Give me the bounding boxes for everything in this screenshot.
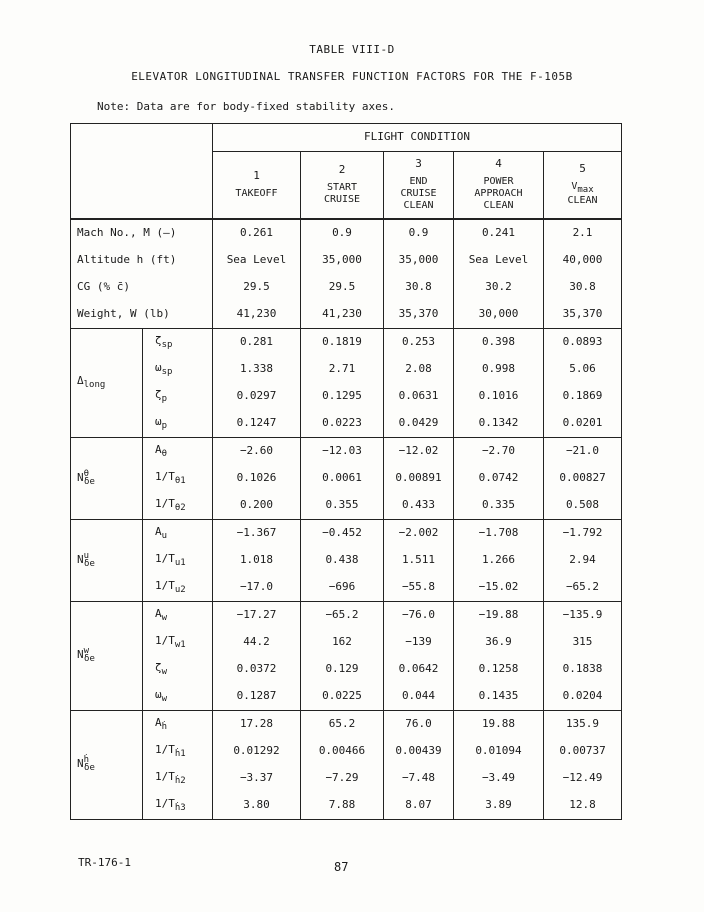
condition-header-1 <box>213 152 301 220</box>
table-cell: 76.0 <box>384 711 454 739</box>
table-cell: −139 <box>384 629 454 656</box>
parameter-symbol: $1/T_{u2}$ <box>143 574 213 602</box>
group-label <box>71 602 143 711</box>
table-cell: 0.0372 <box>213 656 301 683</box>
table-cell: 162 <box>301 629 384 656</box>
table-row <box>71 520 622 548</box>
table-cell: 0.0225 <box>301 683 384 711</box>
condition-label-line: CLEAN <box>567 195 598 207</box>
table-cell: 0.1435 <box>454 683 544 711</box>
table-cell: 0.1258 <box>454 656 544 683</box>
parameter-symbol: $\omega_{sp}$ <box>143 356 213 383</box>
table-cell: −15.02 <box>454 574 544 602</box>
flight-condition-label: FLIGHT CONDITION <box>213 124 622 152</box>
parameter-symbol: $\omega_w$ <box>143 683 213 711</box>
table-cell: 0.0204 <box>544 683 622 711</box>
condition-number: 3 <box>415 156 422 170</box>
parameter-symbol: $\zeta_p$ <box>143 383 213 410</box>
table-cell: 0.398 <box>454 329 544 357</box>
table-cell: −135.9 <box>544 602 622 630</box>
table-cell: 0.129 <box>301 656 384 683</box>
table-row <box>71 792 622 820</box>
table-cell: 3.80 <box>213 792 301 820</box>
parameter-symbol: $1/T_{\theta 2}$ <box>143 492 213 520</box>
table-note: Note: Data are for body-fixed stability axes. <box>97 100 396 113</box>
table-cell: −17.27 <box>213 602 301 630</box>
table-row <box>71 683 622 711</box>
table-row <box>71 574 622 602</box>
condition-number: 5 <box>579 161 586 175</box>
table-cell: 0.0631 <box>384 383 454 410</box>
table-row <box>71 629 622 656</box>
table-cell: 35,000 <box>301 247 384 274</box>
table-row <box>71 656 622 683</box>
table-cell: 0.0429 <box>384 410 454 438</box>
table-cell: 0.1838 <box>544 656 622 683</box>
table-cell: 0.0642 <box>384 656 454 683</box>
group-symbol: $N^ḣ_{\delta e}$ <box>77 755 95 774</box>
table-cell: 44.2 <box>213 629 301 656</box>
table-cell: Sea Level <box>454 247 544 274</box>
table-cell: −19.88 <box>454 602 544 630</box>
table-cell: 0.00466 <box>301 738 384 765</box>
table-cell: −55.8 <box>384 574 454 602</box>
table-cell: 35,370 <box>384 301 454 329</box>
table-cell: 0.1026 <box>213 465 301 492</box>
table-cell: 8.07 <box>384 792 454 820</box>
table-cell: 0.508 <box>544 492 622 520</box>
table-cell: −65.2 <box>301 602 384 630</box>
parameter-symbol: $A_u$ <box>143 520 213 548</box>
table-cell: 0.044 <box>384 683 454 711</box>
table-cell: 0.1287 <box>213 683 301 711</box>
parameter-symbol: $1/T_{ḣ3}$ <box>143 792 213 820</box>
condition-label-line: CLEAN <box>483 200 514 212</box>
table-row <box>71 547 622 574</box>
table-cell: 0.0223 <box>301 410 384 438</box>
table-cell: 0.9 <box>384 219 454 247</box>
transfer-function-table <box>70 123 622 820</box>
group-symbol: $N^\theta_{\delta e}$ <box>77 468 95 487</box>
row-label: Mach No., M (—) <box>71 219 213 247</box>
table-row <box>71 602 622 630</box>
table-cell: −76.0 <box>384 602 454 630</box>
table-row <box>71 765 622 792</box>
condition-number: 4 <box>495 156 502 170</box>
table-cell: 0.01292 <box>213 738 301 765</box>
table-cell: 0.261 <box>213 219 301 247</box>
condition-label-line: START <box>326 182 358 194</box>
header-blank <box>71 124 213 220</box>
page-number: 87 <box>334 860 349 874</box>
parameter-symbol: $\zeta_w$ <box>143 656 213 683</box>
table-cell: 5.06 <box>544 356 622 383</box>
table-cell: −2.60 <box>213 438 301 466</box>
table-cell: 40,000 <box>544 247 622 274</box>
group-label <box>71 520 143 602</box>
condition-header-5 <box>544 152 622 220</box>
table-cell: 0.0201 <box>544 410 622 438</box>
table-cell: 30.2 <box>454 274 544 301</box>
table-row <box>71 383 622 410</box>
row-label: Weight, W (lb) <box>71 301 213 329</box>
table-cell: 0.281 <box>213 329 301 357</box>
header-row <box>71 124 622 152</box>
table-cell: 315 <box>544 629 622 656</box>
table-cell: 0.00439 <box>384 738 454 765</box>
table-cell: 0.0893 <box>544 329 622 357</box>
table-row <box>71 465 622 492</box>
table-cell: −3.49 <box>454 765 544 792</box>
table-row <box>71 711 622 739</box>
table-cell: 0.01094 <box>454 738 544 765</box>
parameter-symbol: $1/T_{u1}$ <box>143 547 213 574</box>
table-cell: −7.48 <box>384 765 454 792</box>
table-cell: 0.433 <box>384 492 454 520</box>
table-row <box>71 356 622 383</box>
table-cell: 0.00737 <box>544 738 622 765</box>
table-cell: 2.08 <box>384 356 454 383</box>
table-cell: −12.49 <box>544 765 622 792</box>
table-cell: −7.29 <box>301 765 384 792</box>
condition-label-line: POWER <box>483 176 514 188</box>
table-cell: 2.71 <box>301 356 384 383</box>
table-cell: 0.1869 <box>544 383 622 410</box>
condition-label-line: END <box>409 176 428 188</box>
table-cell: 0.1342 <box>454 410 544 438</box>
table-cell: 135.9 <box>544 711 622 739</box>
table-cell: −2.70 <box>454 438 544 466</box>
condition-label-line: APPROACH <box>474 188 523 200</box>
table-cell: 7.88 <box>301 792 384 820</box>
parameter-symbol: $1/T_{w1}$ <box>143 629 213 656</box>
table-cell: 2.1 <box>544 219 622 247</box>
table-cell: 0.1819 <box>301 329 384 357</box>
table-cell: 0.335 <box>454 492 544 520</box>
table-cell: 30.8 <box>544 274 622 301</box>
table-cell: 0.253 <box>384 329 454 357</box>
table-cell: 1.266 <box>454 547 544 574</box>
table-cell: −17.0 <box>213 574 301 602</box>
table-cell: 0.998 <box>454 356 544 383</box>
table-cell: 0.0061 <box>301 465 384 492</box>
table-cell: 0.200 <box>213 492 301 520</box>
table-cell: 0.1295 <box>301 383 384 410</box>
condition-label-line: CLEAN <box>403 200 434 212</box>
table-cell: 0.00827 <box>544 465 622 492</box>
table-cell: 29.5 <box>301 274 384 301</box>
parameter-symbol: $\zeta_{sp}$ <box>143 329 213 357</box>
table-cell: −12.03 <box>301 438 384 466</box>
table-cell: −12.02 <box>384 438 454 466</box>
table-cell: 0.438 <box>301 547 384 574</box>
table-cell: −1.792 <box>544 520 622 548</box>
table-cell: 0.1247 <box>213 410 301 438</box>
group-label <box>71 438 143 520</box>
table-cell: 29.5 <box>213 274 301 301</box>
condition-label-line: CRUISE <box>400 188 437 200</box>
table-cell: 1.338 <box>213 356 301 383</box>
row-label: Altitude h (ft) <box>71 247 213 274</box>
group-symbol: $\Delta_{long}$ <box>77 374 106 391</box>
table-cell: 12.8 <box>544 792 622 820</box>
table-cell: 0.355 <box>301 492 384 520</box>
table-cell: 65.2 <box>301 711 384 739</box>
table-row <box>71 438 622 466</box>
table-id: TABLE VIII-D <box>309 43 395 56</box>
condition-label-line: Vmax <box>571 180 594 195</box>
table-cell: 0.00891 <box>384 465 454 492</box>
group-label <box>71 711 143 820</box>
table-cell: 2.94 <box>544 547 622 574</box>
group-symbol: $N^w_{\delta e}$ <box>77 646 95 665</box>
table-cell: 36.9 <box>454 629 544 656</box>
table-row <box>71 410 622 438</box>
table-cell: 1.018 <box>213 547 301 574</box>
table-cell: Sea Level <box>213 247 301 274</box>
table-cell: 0.1016 <box>454 383 544 410</box>
table-cell: −65.2 <box>544 574 622 602</box>
table-cell: 0.241 <box>454 219 544 247</box>
report-number: TR-176-1 <box>78 856 131 869</box>
table-cell: 30.8 <box>384 274 454 301</box>
table-cell: 3.89 <box>454 792 544 820</box>
parameter-symbol: $1/T_{\theta 1}$ <box>143 465 213 492</box>
table-cell: −21.0 <box>544 438 622 466</box>
parameter-symbol: $1/T_{ḣ1}$ <box>143 738 213 765</box>
table-cell: −3.37 <box>213 765 301 792</box>
condition-header-2 <box>301 152 384 220</box>
table-cell: 35,000 <box>384 247 454 274</box>
table-row <box>71 219 622 247</box>
table-row <box>71 738 622 765</box>
table-cell: 41,230 <box>301 301 384 329</box>
table-cell: 0.0297 <box>213 383 301 410</box>
table-cell: 1.511 <box>384 547 454 574</box>
table-cell: 19.88 <box>454 711 544 739</box>
table-title: ELEVATOR LONGITUDINAL TRANSFER FUNCTION FACTORS FOR THE F-105B <box>131 70 573 83</box>
table-cell: −0.452 <box>301 520 384 548</box>
condition-header-4 <box>454 152 544 220</box>
table-cell: 30,000 <box>454 301 544 329</box>
table-row <box>71 274 622 301</box>
table-cell: 41,230 <box>213 301 301 329</box>
group-label <box>71 329 143 438</box>
condition-number: 2 <box>338 162 346 176</box>
table-cell: −1.367 <box>213 520 301 548</box>
parameter-symbol: $A_ḣ$ <box>143 711 213 739</box>
parameter-symbol: $A_\theta$ <box>143 438 213 466</box>
parameter-symbol: $\omega_p$ <box>143 410 213 438</box>
condition-label-line: TAKEOFF <box>235 188 278 200</box>
table-cell: 35,370 <box>544 301 622 329</box>
parameter-symbol: $A_w$ <box>143 602 213 630</box>
table-cell: 0.9 <box>301 219 384 247</box>
table-row <box>71 329 622 357</box>
condition-label-line: CRUISE <box>323 194 361 206</box>
table-cell: −2.002 <box>384 520 454 548</box>
row-label: CG (% c̄) <box>71 274 213 301</box>
table-cell: −696 <box>301 574 384 602</box>
table-cell: 0.0742 <box>454 465 544 492</box>
condition-number: 1 <box>253 168 260 182</box>
condition-header-3 <box>384 152 454 220</box>
table-cell: −1.708 <box>454 520 544 548</box>
group-symbol: $N^u_{\delta e}$ <box>77 550 95 569</box>
table-row <box>71 301 622 329</box>
table-row <box>71 247 622 274</box>
table-cell: 17.28 <box>213 711 301 739</box>
table-row <box>71 492 622 520</box>
parameter-symbol: $1/T_{ḣ2}$ <box>143 765 213 792</box>
